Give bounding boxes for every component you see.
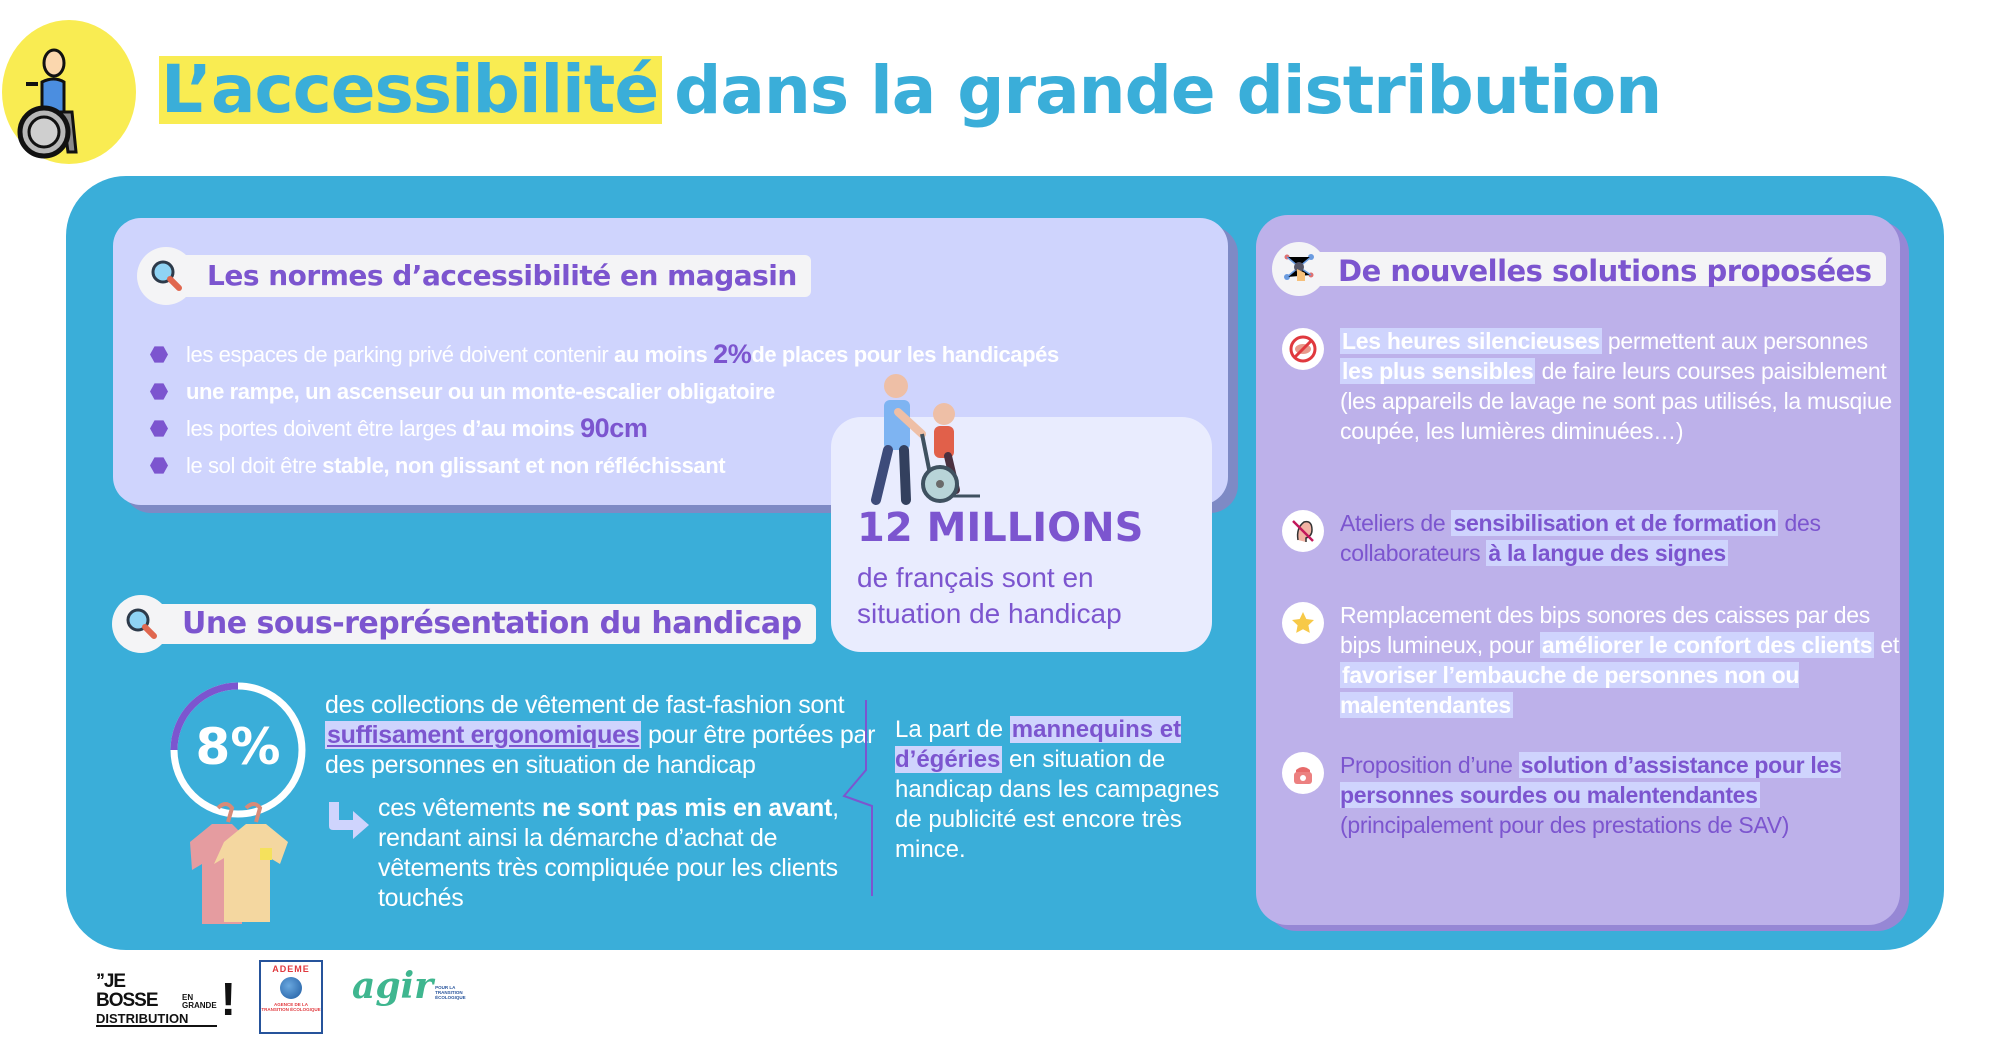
deaf-ear-icon [1282, 510, 1324, 552]
solution-text: Remplacement des bips sonores des caisses par des bips lumineux, pour améliorer le confort des clients et favoriser l’embauche de personnes non ou malentendantes [1340, 602, 1899, 718]
title-highlight: L’accessibilité [159, 56, 662, 124]
norms-heading-text: Les normes d’accessibilité en magasin [177, 255, 811, 297]
solutions-heading-text: De nouvelles solutions proposées [1308, 252, 1886, 286]
magnifier-icon [112, 595, 170, 653]
solution-text: Ateliers de sensibilisation et de formation des collaborateurs à la langue des signes [1340, 510, 1821, 566]
title-rest: dans la grande distribution [674, 51, 1662, 129]
no-noise-icon [1282, 328, 1324, 370]
wheelchair-user-icon [2, 20, 136, 164]
norm-item: les espaces de parking privé doivent contenir au moins 2% de places pour les handicapés [150, 336, 1059, 373]
solution-item [1282, 750, 1900, 840]
wheelchair-logo [2, 20, 136, 164]
page-title [159, 50, 1661, 130]
solutions-heading [1272, 242, 1886, 296]
magnifier-icon [137, 247, 195, 305]
percent-description: des collections de vêtement de fast-fashion sont suffisament ergonomiques pour être portées par des personnes en situation de handicap [325, 691, 876, 779]
solution-text: Les heures silencieuses permettent aux personnes les plus sensibles de faire leurs courses paisiblement (les appareils de lavage ne sont pas utilisés, la musqiue coupée, les lumières diminuées…) [1340, 328, 1892, 444]
stat-value: 12 MILLIONS [857, 505, 1144, 551]
hexagon-bullet-icon [150, 383, 168, 401]
solution-item [1282, 326, 1900, 446]
hexagon-bullet-icon [150, 420, 168, 438]
person-pushing-wheelchair-icon [862, 368, 992, 513]
hexagon-bullet-icon [150, 457, 168, 475]
clothing-consequence-text: ces vêtements ne sont pas mis en avant, rendant ainsi la démarche d’achat de vêtements très compliquée pour les clients touchés [378, 794, 839, 912]
norm-item: une rampe, un ascenseur ou un monte-escalier obligatoire [150, 373, 1059, 410]
solution-item [1282, 600, 1900, 720]
hexagon-bullet-icon [150, 346, 168, 364]
percent-value: 8% [195, 718, 281, 776]
brace-divider [840, 698, 880, 898]
network-touch-icon [1272, 242, 1326, 296]
tshirts-icon [178, 800, 308, 935]
highlight-ergonomic: suffisament ergonomiques [327, 721, 640, 749]
agir-logo: agir POUR LA TRANSITION ÉCOLOGIQUE [352, 965, 466, 1007]
solution-item [1282, 508, 1900, 568]
norm-item: le sol doit être stable, non glissant et non réfléchissant [150, 447, 1059, 484]
turn-right-arrow-icon [325, 800, 373, 845]
stat-caption: de français sont en situation de handicap [857, 562, 1122, 629]
representation-heading [112, 595, 816, 653]
star-icon [1282, 602, 1324, 644]
je-bosse-logo: ’’JE BOSSE EN GRANDE DISTRIBUTION ! [96, 970, 236, 1026]
norm-item: les portes doivent être larges d’au moins 90cm [150, 410, 1059, 447]
ademe-logo: ADEME AGENCE DE LA TRANSITION ÉCOLOGIQUE [259, 960, 323, 1034]
representation-heading-text: Une sous-représentation du handicap [152, 604, 816, 644]
telephone-icon [1282, 752, 1324, 794]
models-representation-text: La part de mannequins et d’égéries en situation de handicap dans les campagnes de publicité est encore très mince. [895, 716, 1220, 863]
globe-icon [280, 977, 302, 999]
solution-text: Proposition d’une solution d’assistance pour les personnes sourdes ou malentendantes (principalement pour des prestations de SAV) [1340, 752, 1842, 838]
norms-heading [137, 247, 811, 305]
